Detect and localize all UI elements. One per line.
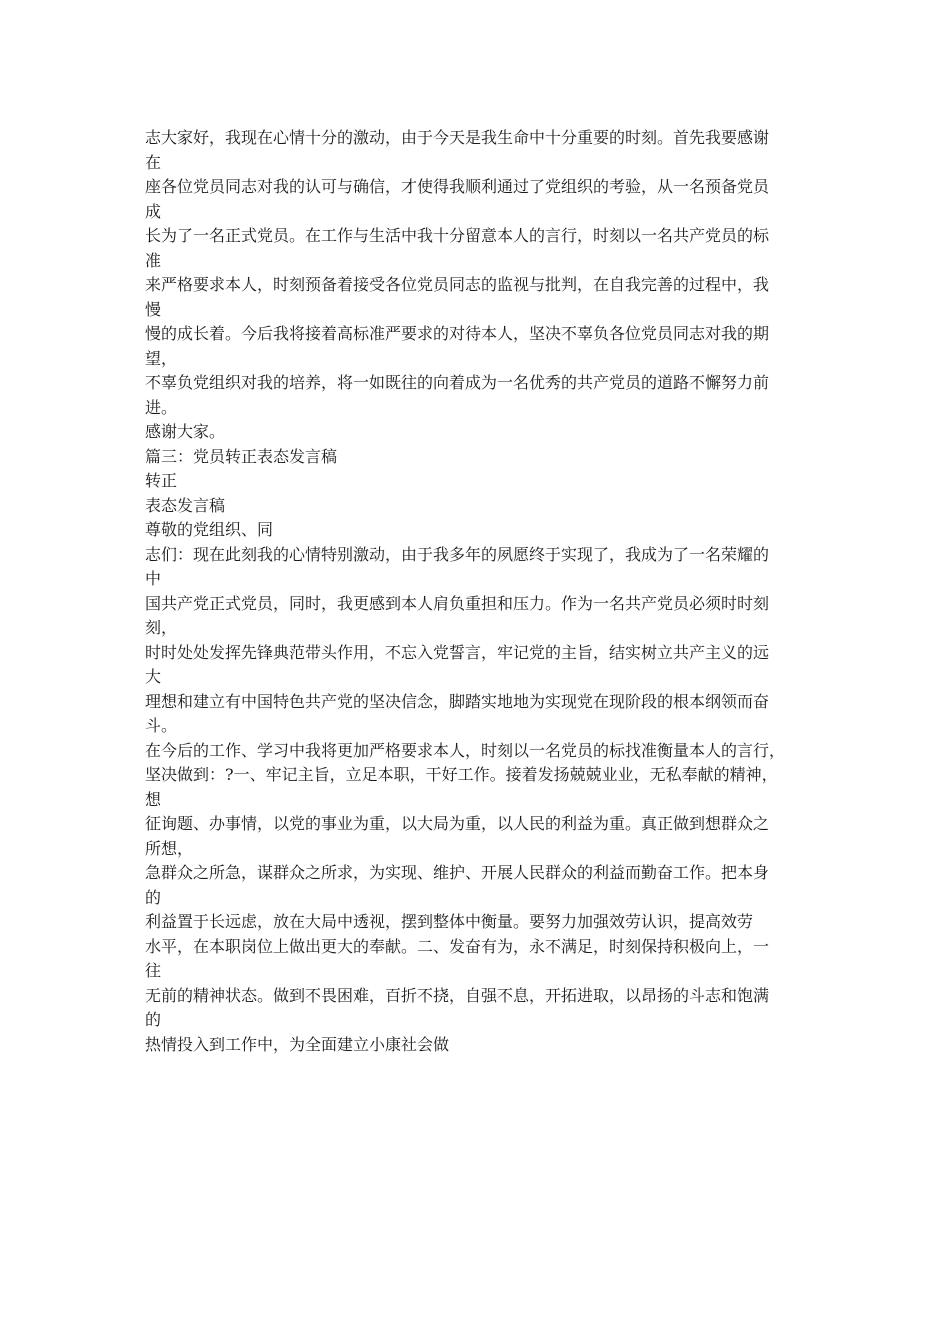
text-line: 利益置于长远虑，放在大局中透视，摆到整体中衡量。要努力加强效劳认识，提高效劳: [145, 912, 754, 931]
text-line: 想: [145, 789, 162, 809]
text-line: 不辜负党组织对我的培养，将一如既往的向着成为一名优秀的共产党员的道路不懈努力前: [145, 373, 770, 392]
text-line: 无前的精神状态。做到不畏困难，百折不挠，自强不息，开拓进取，以昂扬的斗志和饱满: [145, 985, 770, 1005]
text-line: 来严格要求本人，时刻预备着接受各位党员同志的监视与批判，在自我完善的过程中，我: [145, 275, 770, 294]
text-line: 尊敬的党组织、同: [145, 520, 274, 539]
text-line: 往: [145, 961, 162, 980]
text-line: 长为了一名正式党员。在工作与生活中我十分留意本人的言行，时刻以一名共产党员的标: [145, 226, 770, 245]
text-line: 所想，: [145, 838, 194, 858]
text-line: 征询题、办事情，以党的事业为重，以大局为重，以人民的利益为重。真正做到想群众之: [145, 814, 770, 833]
text-line: 水平，在本职岗位上做出更大的奉献。二、发奋有为，永不满足，时刻保持积极向上，一: [145, 936, 770, 956]
text-line: 志大家好，我现在心情十分的激动，由于今天是我生命中十分重要的时刻。首先我要感谢: [145, 128, 770, 147]
text-line: 理想和建立有中国特色共产党的坚决信念，脚踏实地地为实现党在现阶段的根本纲领而奋: [145, 691, 770, 711]
text-line: 转正: [145, 471, 178, 490]
text-line: 准: [145, 250, 162, 270]
text-line: 志们：现在此刻我的心情特别激动，由于我多年的夙愿终于实现了，我成为了一名荣耀的: [145, 544, 770, 564]
text-line: 大: [145, 667, 162, 686]
document-body: [145, 126, 825, 1057]
text-line: 望，: [145, 348, 178, 368]
text-line: 在: [145, 152, 162, 172]
text-line: 感谢大家。: [145, 422, 226, 441]
text-line: 进。: [145, 397, 178, 417]
text-line: 座各位党员同志对我的认可与确信，才使得我顺利通过了党组织的考验，从一名预备党员: [145, 177, 770, 196]
section-heading: 篇三：党员转正表态发言稿: [145, 446, 338, 466]
text-line: 刻，: [145, 618, 178, 637]
text-line: 成: [145, 201, 162, 221]
text-line: 时时处处发挥先锋典范带头作用，不忘入党誓言，牢记党的主旨，结实树立共产主义的远: [145, 642, 770, 662]
text-line: 中: [145, 569, 162, 588]
text-line: 国共产党正式党员，同时，我更感到本人肩负重担和压力。作为一名共产党员必须时时刻: [145, 593, 770, 613]
text-line: 的: [145, 1010, 162, 1029]
text-line: 坚决做到：?一、牢记主旨，立足本职，干好工作。接着发扬兢兢业业，无私奉献的精神，: [145, 765, 778, 784]
text-line: 表态发言稿: [145, 495, 226, 515]
text-line: 斗。: [145, 716, 178, 735]
text-line: 慢的成长着。今后我将接着高标准严要求的对待本人，坚决不辜负各位党员同志对我的期: [145, 324, 770, 343]
text-line: 热情投入到工作中，为全面建立小康社会做: [145, 1034, 450, 1054]
text-line: 的: [145, 887, 162, 907]
text-line: 急群众之所急，谋群众之所求，为实现、维护、开展人民群众的利益而勤奋工作。把本身: [145, 863, 770, 882]
text-line: 在今后的工作、学习中我将更加严格要求本人，时刻以一名党员的标找准衡量本人的言行，: [145, 740, 786, 760]
text-line: 慢: [145, 299, 162, 319]
